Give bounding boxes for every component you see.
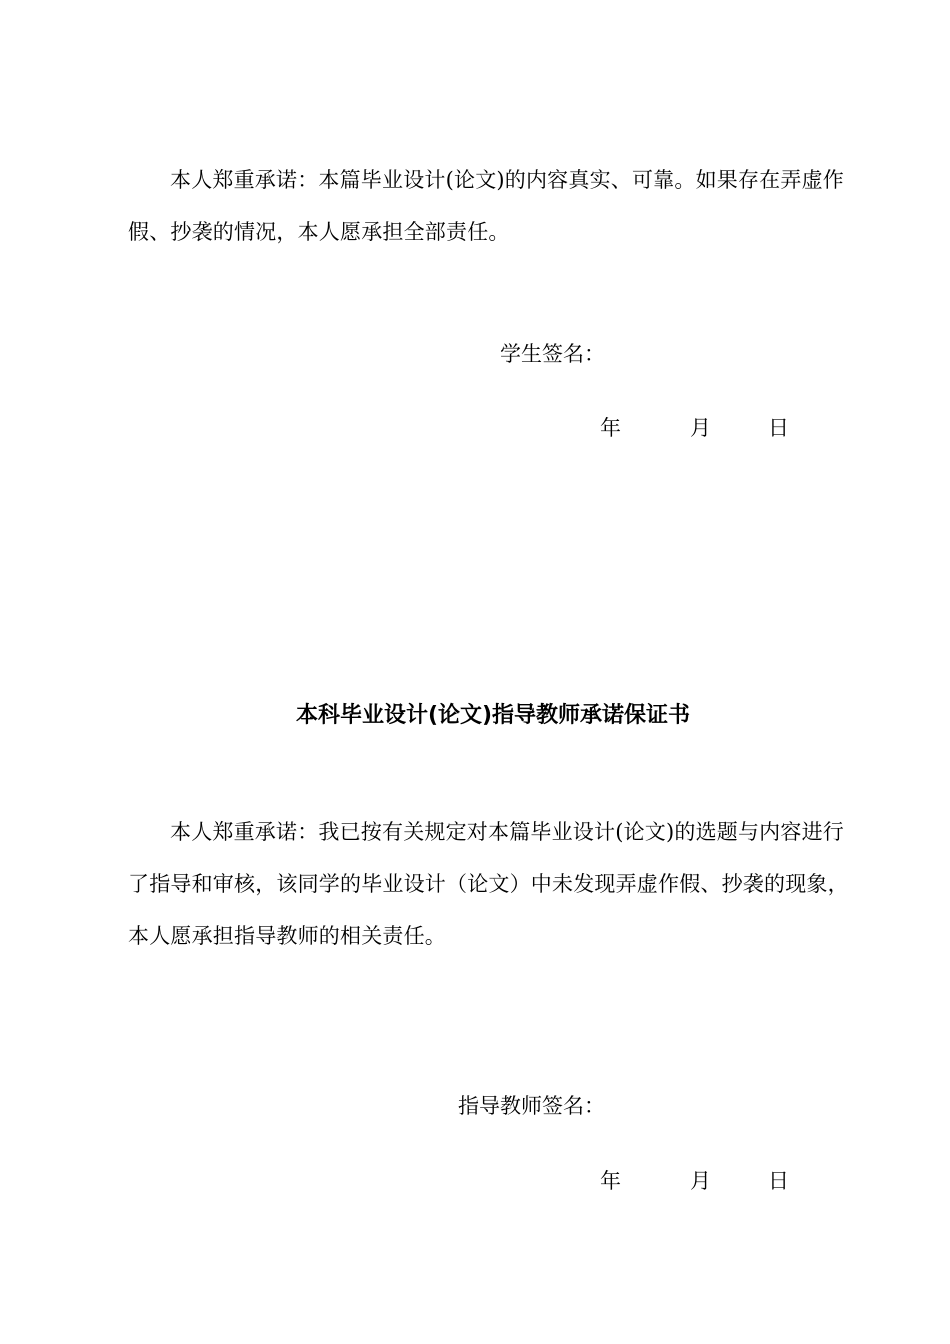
teacher-signature-label: 指导教师签名： — [458, 1094, 605, 1118]
teacher-date-day: 日 — [768, 1169, 789, 1193]
teacher-pledge-title: 本科毕业设计(论文)指导教师承诺保证书 — [295, 703, 691, 728]
student-date-line — [600, 413, 800, 443]
student-date-year: 年 — [600, 416, 621, 440]
teacher-pledge-text: 本人郑重承诺：我已按有关规定对本篇毕业设计(论文)的选题与内容进行了指导和审核，该同学的毕业设计（论文）中未发现弄虚作假、抄袭的现象，本人愿承担指导教师的相关责任。 — [128, 820, 849, 948]
teacher-date-line — [600, 1166, 800, 1196]
student-date-day: 日 — [768, 416, 789, 440]
teacher-date-month: 月 — [690, 1169, 711, 1193]
student-pledge-text: 本人郑重承诺：本篇毕业设计(论文)的内容真实、可靠。如果存在弄虚作假、抄袭的情况，本人愿承担全部责任。 — [128, 168, 844, 244]
teacher-date-year: 年 — [600, 1169, 621, 1193]
student-signature-label: 学生签名： — [500, 342, 605, 366]
student-date-month: 月 — [690, 416, 711, 440]
